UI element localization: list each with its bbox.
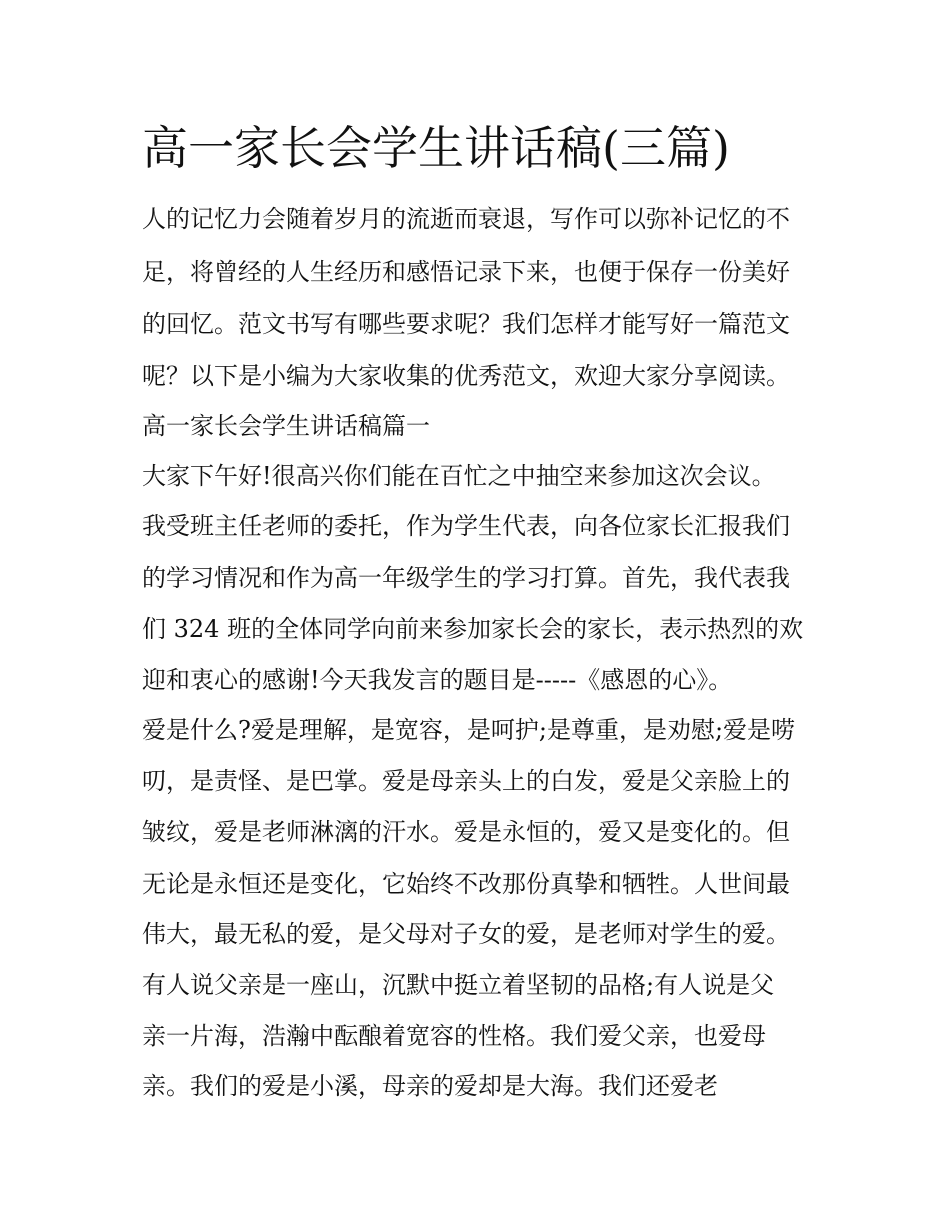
text-line: 们 324 班的全体同学向前来参加家长会的家长，表示热烈的欢 (142, 615, 804, 643)
text-line: 足，将曾经的人生经历和感悟记录下来，也便于保存一份美好 (142, 258, 790, 286)
text-line: 迎和衷心的感谢!今天我发言的题目是-----《感恩的心》。 (142, 666, 733, 694)
text-line: 爱是什么?爱是理解，是宽容，是呵护;是尊重，是劝慰;爱是唠 (142, 716, 796, 744)
text-line: 的回忆。范文书写有哪些要求呢？我们怎样才能写好一篇范文 (142, 310, 790, 338)
text-line: 无论是永恒还是变化，它始终不改那份真挚和牺牲。人世间最 (142, 870, 790, 898)
text-line: 伟大，最无私的爱，是父母对子女的爱，是老师对学生的爱。 (142, 920, 790, 948)
text-line: 亲。我们的爱是小溪，母亲的爱却是大海。我们还爱老 (142, 1072, 718, 1100)
text-line: 皱纹，爱是老师淋漓的汗水。爱是永恒的，爱又是变化的。但 (142, 818, 790, 846)
text-line: 大家下午好!很高兴你们能在百忙之中抽空来参加这次会议。 (142, 462, 776, 490)
section-heading: 高一家长会学生讲话稿篇一 (142, 412, 430, 440)
text-line: 有人说父亲是一座山，沉默中挺立着坚韧的品格;有人说是父 (142, 971, 775, 999)
text-line: 叨，是责怪、是巴掌。爱是母亲头上的白发，爱是父亲脸上的 (142, 767, 790, 795)
text-line: 我受班主任老师的委托，作为学生代表，向各位家长汇报我们 (142, 512, 790, 540)
text-line: 的学习情况和作为高一年级学生的学习打算。首先，我代表我 (142, 564, 790, 592)
text-line: 亲一片海，浩瀚中酝酿着宽容的性格。我们爱父亲，也爱母 (142, 1022, 766, 1050)
text-line: 呢？以下是小编为大家收集的优秀范文，欢迎大家分享阅读。 (142, 362, 790, 390)
document-title: 高一家长会学生讲话稿(三篇) (142, 121, 730, 175)
text-line: 人的记忆力会随着岁月的流逝而衰退，写作可以弥补记忆的不 (142, 205, 790, 233)
